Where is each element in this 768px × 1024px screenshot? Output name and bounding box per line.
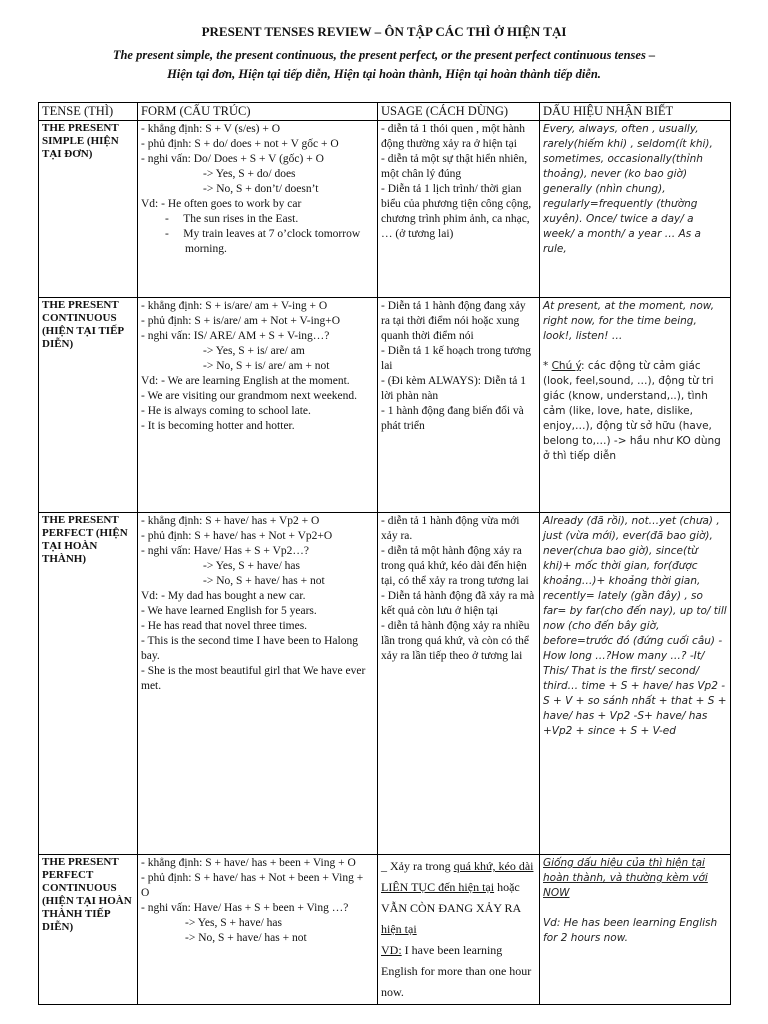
form-negative: - phủ định: S + do/ does + not + V gốc + O xyxy=(141,138,339,150)
usage-item: - diễn tả 1 thói quen , một hành động thường xảy ra ở hiện tại xyxy=(381,123,526,150)
form-example: - He has read that novel three times. xyxy=(141,620,308,632)
form-question: - nghi vấn: IS/ ARE/ AM + S + V-ing…? xyxy=(141,330,330,342)
usage-item: - diễn tả một sự thật hiển nhiên, một chân lý đúng xyxy=(381,153,528,180)
form-example: - We are visiting our grandmom next weekend. xyxy=(141,390,358,402)
usage-example xyxy=(381,940,536,1003)
usage-item: - diễn tả 1 hành động vừa mới xảy ra. xyxy=(381,515,520,542)
form-yes-answer: -> Yes, S + is/ are/ am xyxy=(203,345,305,357)
table-row xyxy=(39,298,731,513)
tenses-table xyxy=(38,102,731,1005)
form-no-answer: -> No, S + have/ has + not xyxy=(185,932,307,944)
header-signals: DẤU HIỆU NHẬN BIẾT xyxy=(540,103,731,121)
subtitle-vietnamese: Hiện tại đơn, Hiện tại tiếp diễn, Hiện tại hoàn thành, Hiện tại hoàn thành tiếp diễn. xyxy=(167,67,601,81)
form-cell xyxy=(138,513,378,855)
form-example: - The sun rises in the East. xyxy=(165,213,299,225)
form-cell xyxy=(138,855,378,1005)
signals-example: Vd: He has been learning English for 2 hours now. xyxy=(543,917,718,944)
signals-cell xyxy=(540,855,731,1005)
usage-cell xyxy=(378,298,540,513)
form-example-text: The sun rises in the East. xyxy=(183,213,299,225)
usage-text: hoặc VẪN CÒN ĐANG XẢY RA xyxy=(381,880,521,915)
usage-item: - diễn tả một hành động xảy ra trong quá khứ, kéo dài đến hiện tại, có thể xảy ra trong tương lai xyxy=(381,545,529,587)
spacer xyxy=(543,901,727,916)
form-example: - He is always coming to school late. xyxy=(141,405,311,417)
example-label: VD: xyxy=(381,943,402,957)
form-example: Vd: - He often goes to work by car xyxy=(141,198,302,210)
header-form: FORM (CẤU TRÚC) xyxy=(138,103,378,121)
usage-item: - Diễn tả 1 kế hoạch trong tương lai xyxy=(381,345,531,372)
table-row xyxy=(39,121,731,298)
form-example: - It is becoming hotter and hotter. xyxy=(141,420,295,432)
signals-text: At present, at the moment, now, right now, for the time being, look!, listen! … xyxy=(543,300,715,342)
signals-text: Giống dấu hiệu của thì hiện tại hoàn thành, và thường kèm với NOW xyxy=(543,857,708,899)
header-tense: TENSE (THÌ) xyxy=(39,103,138,121)
form-example-text: My train leaves at 7 o’clock tomorrow morning. xyxy=(183,228,361,255)
form-yes-answer: -> Yes, S + do/ does xyxy=(203,168,296,180)
signals-cell: Every, always, often , usually, rarely(hiếm khi) , seldom(ít khi), sometimes, occasionally(thỉnh thoảng), never (ko bao giờ) generally (nhìn chung), regularly=frequently (thường xuyên). Once/ twice a day/ a week/ a month/ a year … As a rule, xyxy=(540,121,731,298)
usage-item: - 1 hành động đang biến đổi và phát triển xyxy=(381,405,524,432)
page-subtitle xyxy=(60,46,708,84)
usage-text: _ Xảy ra trong xyxy=(381,859,454,873)
form-affirmative: - khẳng định: S + is/are/ am + V-ing + O xyxy=(141,300,328,312)
table-header-row xyxy=(39,103,731,121)
form-example: - My train leaves at 7 o’clock tomorrow morning. xyxy=(165,228,361,255)
form-example: Vd: - We are learning English at the moment. xyxy=(141,375,350,387)
page-title: PRESENT TENSES REVIEW – ÔN TẬP CÁC THÌ Ở HIỆN TẠI xyxy=(201,24,567,39)
usage-item: - diễn tả hành động xảy ra nhiều lần trong quá khứ, và còn có thể xảy ra lần tiếp theo ở tương lai xyxy=(381,620,530,662)
form-question: - nghi vấn: Have/ Has + S + Vp2…? xyxy=(141,545,309,557)
tense-name: THE PRESENT PERFECT CONTINUOUS (HIỆN TẠI HOÀN THÀNH TIẾP DIỄN) xyxy=(39,855,138,1005)
form-negative: - phủ định: S + have/ has + Not + been + Ving + O xyxy=(141,872,364,899)
signals-cell: Already (đã rồi), not…yet (chưa) , just (vừa mới), ever(đã bao giờ), never(chưa bao giờ), since(từ khi)+ mốc thời gian, for(được khoảng…)+ khoảng thời gian, recently= lately (gần đây) , so far= by far(cho đến nay), up to/ till now (cho đến bây giờ, before=trước đó (đứng cuối câu) -How long …?How many …? -It/ This/ That is the first/ second/ third… time + S + have/ has Vp2 -S + V + so sánh nhất + that + S + have/ has + Vp2 -S+ have/ has +Vp2 + since + S + V-ed xyxy=(540,513,731,855)
form-example: - This is the second time I have been to Halong bay. xyxy=(141,635,358,662)
form-cell xyxy=(138,121,378,298)
form-no-answer: -> No, S + is/ are/ am + not xyxy=(203,360,330,372)
form-affirmative: - khẳng định: S + V (s/es) + O xyxy=(141,123,281,135)
form-question: - nghi vấn: Do/ Does + S + V (gốc) + O xyxy=(141,153,324,165)
form-example: Vd: - My dad has bought a new car. xyxy=(141,590,306,602)
form-negative: - phủ định: S + is/are/ am + Not + V-ing+O xyxy=(141,315,341,327)
signals-cell xyxy=(540,298,731,513)
usage-item: - Diễn tả hành động đã xảy ra mà kết quả còn lưu ở hiện tại xyxy=(381,590,535,617)
usage-cell xyxy=(378,121,540,298)
example-text: I have been learning English for more than one hour now. xyxy=(381,943,532,999)
usage-text-underlined: quá khứ, kéo dài LIÊN TỤC đến hiện tại xyxy=(381,859,534,894)
form-affirmative: - khẳng định: S + have/ has + been + Ving + O xyxy=(141,857,356,869)
usage-cell xyxy=(378,855,540,1005)
form-question: - nghi vấn: Have/ Has + S + been + Ving …? xyxy=(141,902,349,914)
usage-cell xyxy=(378,513,540,855)
header-usage: USAGE (CÁCH DÙNG) xyxy=(378,103,540,121)
signals-note: * Chú ý: các động từ cảm giác (look, feel,sound, …), động từ tri giác (know, understand,..), tình cảm (like, love, hate, dislike, enjoy,…), động từ sở hữu (have, belong to,…) -> hầu như KO dùng ở thì tiếp diễn xyxy=(543,360,721,462)
usage-item: - (Đi kèm ALWAYS): Diễn tả 1 lời phàn nàn xyxy=(381,375,527,402)
form-no-answer: -> No, S + have/ has + not xyxy=(203,575,325,587)
table-row xyxy=(39,513,731,855)
usage-text-underlined: hiện tại xyxy=(381,922,417,936)
tense-name: THE PRESENT SIMPLE (HIỆN TẠI ĐƠN) xyxy=(39,121,138,298)
form-negative: - phủ định: S + have/ has + Not + Vp2+O xyxy=(141,530,333,542)
subtitle-english: The present simple, the present continuous, the present perfect, or the present perfect continuous tenses – xyxy=(112,48,656,62)
table-row xyxy=(39,855,731,1005)
tense-name: THE PRESENT CONTINUOUS (HIỆN TẠI TIẾP DIỄN) xyxy=(39,298,138,513)
note-label: Chú ý xyxy=(551,360,582,372)
usage-item: - Diễn tả 1 hành động đang xảy ra tại thời điểm nói hoặc xung quanh thời điểm nói xyxy=(381,300,526,342)
form-yes-answer: -> Yes, S + have/ has xyxy=(185,917,282,929)
form-yes-answer: -> Yes, S + have/ has xyxy=(203,560,300,572)
form-no-answer: -> No, S + don’t/ doesn’t xyxy=(203,183,319,195)
form-example: - She is the most beautiful girl that We have ever met. xyxy=(141,665,366,692)
tense-name: THE PRESENT PERFECT (HIỆN TẠI HOÀN THÀNH) xyxy=(39,513,138,855)
usage-item: - Diễn tả 1 lịch trình/ thời gian biểu của phương tiện công cộng, chương trình phim ảnh, ca nhạc, … (ở tương lai) xyxy=(381,183,532,240)
note-text: : các động từ cảm giác (look, feel,sound, …), động từ tri giác (know, understand,..), tình cảm (like, love, hate, dislike, enjoy,…), động từ sở hữu (have, belong to,…) -> hầu như KO dùng ở thì tiếp diễn xyxy=(543,360,721,462)
form-example: - We have learned English for 5 years. xyxy=(141,605,317,617)
form-cell xyxy=(138,298,378,513)
spacer xyxy=(543,344,727,359)
form-affirmative: - khẳng định: S + have/ has + Vp2 + O xyxy=(141,515,320,527)
